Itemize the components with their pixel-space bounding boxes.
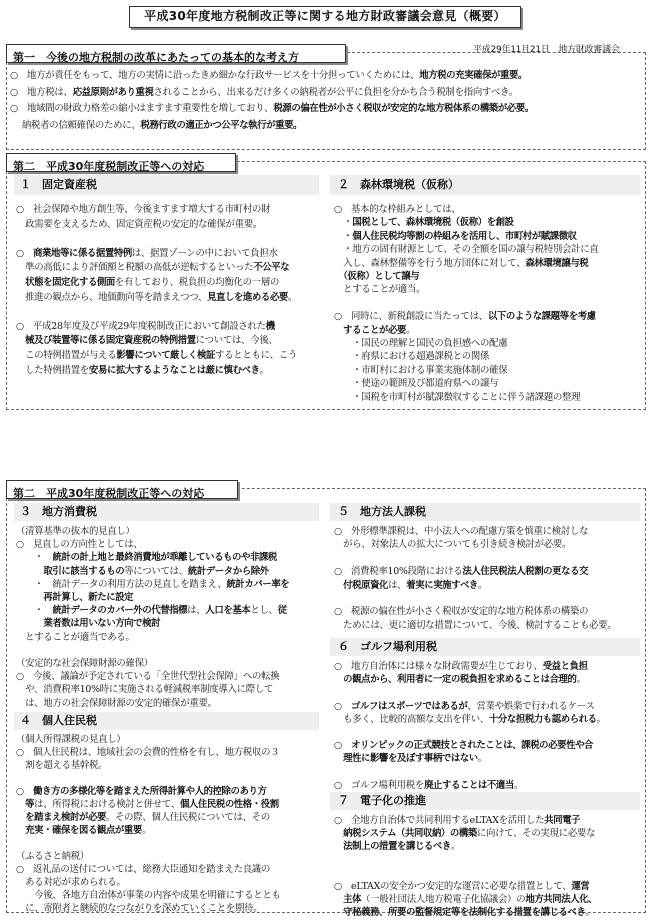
body-text: ○ 地域間の財政力格差の縮小はますます重要性を増しており、 — [10, 103, 274, 114]
body-text: も多く、比較的高額な支出を伴い、 — [334, 713, 489, 725]
body-text: に、寄附者と継続的なつながりを深めていくことを期待。 — [16, 903, 263, 914]
body-text — [16, 277, 25, 288]
body-text: この特例措置が与える — [16, 350, 117, 361]
emphasis-text: 納税システム（共同収納）の構築 — [343, 828, 477, 840]
body-text: は、地方の社会保障財源の安定的確保が重要。 — [16, 697, 217, 709]
text-line — [334, 230, 577, 243]
emphasis-text: 影響について厳しく検証 — [116, 350, 215, 361]
text-line — [16, 218, 262, 231]
body-text: ・ — [16, 605, 53, 617]
emphasis-text: 等 — [25, 799, 35, 810]
emphasis-text: 受益と負担 — [542, 661, 588, 672]
body-text — [16, 825, 25, 836]
emphasis-text: 統計の計上地と最終消費地が乖離しているものや非課税 — [52, 552, 277, 564]
text-line — [10, 119, 302, 132]
text-line — [334, 739, 593, 752]
body-text: は、 — [388, 579, 407, 591]
body-text — [334, 828, 343, 839]
text-line — [334, 364, 507, 377]
text-line — [16, 683, 273, 696]
text-line — [16, 364, 269, 377]
emphasis-text: ゴルフはスポーツではあるが — [351, 700, 468, 712]
emphasis-text: 以下のような課題等を考慮 — [487, 311, 596, 323]
emphasis-text: 税源の偏在性が小さく税収が安定的な地方税体系の構築が必要。 — [273, 103, 534, 114]
text-line — [334, 337, 507, 350]
text-line — [16, 798, 279, 811]
corporate-heading: ５ 地方法人課税 — [338, 505, 426, 518]
body-text: は、所得税における検討と併せて、 — [34, 799, 180, 810]
emphasis-text: 再計算し、新たに設定 — [43, 592, 134, 603]
body-text: 納税者の信頼確保のために、 — [10, 119, 141, 131]
text-line — [16, 203, 270, 216]
section3-heading: 第二 平成30年度税制改正等への対応 — [13, 487, 205, 500]
emphasis-text: 守秘義務、所要の監督規定等を法制化する措置を講じるべき — [343, 907, 586, 919]
text-line — [334, 660, 588, 673]
text-line — [334, 713, 606, 726]
emphasis-text: 安易に拡大するようなことは厳に慎むべき — [89, 364, 260, 376]
text-line — [10, 69, 527, 82]
text-line — [16, 334, 278, 347]
text-line — [334, 257, 588, 270]
body-text: ○ 地方が責任をもって、地方の実情に沿ったきめ細かな行政サービスを十分担っていくためには、 — [10, 70, 420, 81]
body-text: ○ — [16, 786, 34, 797]
body-text: とすることが適当である。 — [16, 631, 135, 643]
emphasis-text: 国税として、森林環境税（仮称）を創設 — [352, 217, 514, 229]
text-line — [334, 814, 580, 827]
emphasis-text: 業者数は用いない方向で検討 — [43, 618, 161, 630]
body-text: がら、対象法人の拡大についても引き続き検討が必要。 — [334, 539, 572, 551]
body-text: ○ — [334, 700, 352, 712]
emphasis-text: 商業地等に係る据置特例 — [33, 247, 132, 259]
text-line — [334, 270, 419, 283]
body-text: 。 — [585, 907, 595, 919]
body-text: ・地方の固有財源として、その全額を国の譲与税特別会計に直 — [334, 244, 599, 256]
text-line — [16, 604, 287, 617]
text-line — [16, 785, 266, 798]
body-text: ・ 統計データの利用方法の見直しを踏まえ、 — [16, 578, 227, 590]
text-line — [16, 759, 107, 772]
body-text: ・ — [334, 217, 353, 229]
emphasis-text: 個人住民税均等割の枠組みを活用し、市町村が賦課徴収 — [352, 230, 577, 242]
emphasis-text: 見直しを進める必要 — [207, 291, 288, 303]
section2-heading-box — [6, 153, 236, 172]
body-text: ○ 返礼品の送付については、総務大臣通知を踏まえた良識の — [16, 864, 271, 875]
emphasis-text: 械及び装置等に係る固定資産税の特例措置 — [25, 335, 196, 347]
text-line — [16, 902, 262, 915]
body-text — [334, 271, 343, 282]
page-title: 平成30年度地方税制改正等に関する地方財政審議会意見（概要） — [144, 9, 506, 23]
body-text: については、今後、 — [195, 335, 278, 347]
text-line — [16, 617, 160, 630]
body-text: ○ 今後、議論が予定されている「全世代型社会保障」への転換 — [16, 671, 280, 683]
text-line — [334, 216, 514, 229]
section2-heading: 第二 平成30年度税制改正等への対応 — [13, 160, 205, 173]
body-text: は、 — [187, 605, 206, 617]
text-line — [334, 391, 580, 404]
body-text: ためには、更に適切な措置について、今後、検討することも必要。 — [334, 619, 617, 631]
text-line — [334, 880, 589, 893]
body-text: 。 — [596, 713, 606, 725]
emphasis-text: 付税原資化 — [343, 579, 389, 591]
body-text — [334, 841, 343, 852]
text-line — [334, 579, 487, 592]
text-line — [16, 876, 126, 889]
text-line — [16, 247, 278, 260]
body-text: ○ 外形標準課税は、中小法人への配慮方策を慎重に検討しな — [334, 526, 589, 537]
body-text: 。 — [287, 291, 297, 303]
emphasis-text: の観点から、利用者に一定の税負担を求めることは合理的 — [343, 674, 577, 686]
text-line — [16, 631, 135, 644]
emphasis-text: 機 — [265, 320, 275, 332]
body-text: ・市町村における事業実施体制の確保 — [334, 364, 508, 376]
section1-heading: 第一 今後の地方税制の改革にあたっての基本的な考え方 — [13, 51, 299, 64]
body-text: や、消費税率10%時に実施される軽減税率制度導入に際して — [16, 684, 274, 696]
text-line — [334, 700, 595, 713]
body-text: ○ — [334, 740, 352, 752]
body-text: するとともに、こう — [214, 350, 298, 361]
body-text: ○ ゴルフ場利用税を — [334, 779, 425, 791]
text-line — [334, 203, 461, 216]
body-text: 。 — [450, 841, 460, 853]
body-text: 準の高低により評価額と税額の高低が逆転するといった — [16, 262, 254, 274]
body-text: ・ — [16, 552, 53, 564]
emphasis-text: 個人住民税の性格・役割 — [179, 799, 279, 810]
text-line — [16, 746, 279, 759]
text-line — [16, 850, 89, 863]
emphasis-text: 地方共同法人化、 — [525, 894, 598, 906]
text-line — [16, 670, 279, 683]
body-text — [334, 674, 343, 685]
emphasis-text: 運営 — [571, 881, 590, 892]
emphasis-text: 主体 — [343, 894, 362, 906]
body-text: （清算基準の抜本的見直し） — [16, 526, 135, 537]
body-text: ○ 平成28年度及び平成29年度税制改正において創設された — [16, 320, 266, 332]
body-text: 。 — [576, 674, 586, 686]
body-text — [334, 325, 343, 336]
body-text: ・使途の範囲及び都道府県への譲与 — [334, 378, 499, 390]
resident-heading: ４ 個人住民税 — [20, 714, 97, 727]
body-text — [16, 566, 43, 577]
body-text: 。 — [513, 779, 523, 791]
body-text — [16, 592, 43, 603]
text-line — [334, 565, 588, 578]
text-line — [334, 350, 489, 363]
text-line — [16, 889, 281, 902]
text-line — [334, 827, 595, 840]
text-line — [334, 906, 595, 919]
body-text: 。 — [259, 364, 269, 376]
emphasis-text: 法制上の措置を講じるべき — [343, 841, 451, 853]
text-line — [16, 733, 126, 746]
body-text: （一般社団法人地方税電子化協議会）の — [361, 894, 526, 906]
body-text: ・国税を市町村が賦課徴収することに伴う諸課題の整理 — [334, 391, 581, 403]
body-text: 等については、 — [124, 565, 188, 577]
section1-frame — [6, 52, 646, 150]
body-text: ○ 地方自治体には様々な財政需要が生じており、 — [334, 661, 543, 672]
emphasis-text: 法人住民税法人税割の更なる交 — [462, 566, 589, 578]
body-text — [334, 907, 343, 918]
body-text: （安定的な社会保障財源の確保） — [16, 658, 153, 669]
consumption-heading: ３ 地方消費税 — [20, 505, 97, 518]
body-text — [334, 894, 343, 905]
body-text — [16, 799, 25, 810]
text-line — [334, 283, 425, 296]
body-text: ○ 同時に、新税創設に当たっては、 — [334, 311, 488, 323]
emphasis-text: 従 — [277, 605, 287, 617]
body-text: 。その際、個人住民税については、その — [105, 812, 270, 823]
text-line — [334, 840, 460, 853]
emphasis-text: 地方税の充実確保が重要。 — [419, 70, 527, 81]
text-line — [16, 657, 153, 670]
emphasis-text: を踏まえ検討が必要 — [25, 812, 106, 823]
golf-heading: ６ ゴルフ場利用税 — [338, 640, 437, 653]
body-text: ○ 基本的な枠組みとしては、 — [334, 204, 461, 215]
body-text: は、据置ゾーンの中において負担水 — [131, 247, 278, 259]
text-line — [334, 538, 571, 551]
digital-heading: ７ 電子化の推進 — [338, 794, 426, 807]
body-text: ・国民の理解と国民の負担感への配慮 — [334, 338, 508, 349]
body-text: 。 — [477, 579, 488, 591]
date-line: 平成29年11月21日 地方財政審議会 — [473, 45, 620, 55]
text-line — [334, 752, 487, 765]
body-text: とすることが適当。 — [334, 284, 426, 296]
body-text — [16, 335, 25, 346]
body-text: 入し、森林整備等を行う地方団体に対して、 — [334, 257, 526, 269]
body-text: ○ — [16, 247, 34, 259]
body-text: 割を超える基幹税。 — [16, 760, 108, 771]
text-line — [334, 619, 617, 632]
body-text: に向けて、その実現に必要な — [476, 828, 596, 840]
text-line — [334, 310, 596, 323]
text-line — [16, 291, 297, 304]
fixed-asset-heading: １ 固定資産税 — [20, 178, 97, 191]
text-line — [16, 349, 297, 362]
emphasis-text: 状態を固定化する側面 — [25, 277, 115, 288]
body-text: 、営業や娯楽で行われるケース — [467, 700, 595, 712]
body-text — [334, 580, 343, 591]
body-text: 。 — [477, 753, 487, 765]
emphasis-text: 十分な担税力も認められる — [488, 713, 597, 725]
text-line — [16, 565, 269, 578]
body-text: 今後、各地方自治体が事業の内容や成果を明確にするととも — [16, 890, 281, 901]
body-text: （ふるさと納税） — [16, 851, 90, 862]
body-text — [16, 618, 43, 629]
body-text: ・ — [334, 230, 353, 242]
emphasis-text: 取引に該当するもの — [43, 565, 125, 577]
emphasis-text: 応益原則があり重視 — [72, 86, 154, 98]
section3-heading-box — [6, 480, 238, 499]
text-line — [334, 779, 523, 792]
emphasis-text: 統計データから除外 — [187, 565, 269, 577]
body-text: した特例措置を — [16, 364, 90, 376]
body-text — [16, 812, 25, 823]
text-line — [10, 86, 518, 99]
body-text: ある対応が求められる。 — [16, 877, 126, 888]
body-text: ・府県における超過課税との関係 — [334, 351, 490, 363]
body-text: ○ eLTAXの安全かつ安定的な運営に必要な措置として、 — [334, 881, 572, 892]
body-text: ○ 見直しの方向性としては、 — [16, 539, 143, 551]
body-text: 。 — [141, 825, 151, 836]
text-line — [16, 591, 133, 604]
forest-tax-heading: ２ 森林環境税（仮称） — [338, 178, 459, 191]
body-text: 。 — [405, 324, 416, 336]
body-text: ○ 個人住民税は、地域社会の会費的性格を有し、地方税収の３ — [16, 747, 280, 758]
emphasis-text: 廃止することは不適当 — [424, 779, 514, 791]
text-line — [16, 538, 143, 551]
text-line — [334, 243, 598, 256]
text-line — [334, 324, 415, 337]
text-line — [16, 863, 270, 876]
body-text: を有しており、税負担の均衡化の一層の — [114, 277, 280, 288]
emphasis-text: 統計データのカバー外の代替指標 — [52, 605, 188, 617]
text-line — [16, 551, 277, 564]
text-line — [16, 525, 135, 538]
emphasis-text: 税務行政の適正かつ公平な執行が重要。 — [140, 119, 303, 131]
text-line — [16, 697, 217, 710]
emphasis-text: オリンピックの正式競技とされたことは、課税の必要性や合 — [351, 740, 594, 752]
body-text: 政需要を支えるため、固定資産税の安定的な確保が重要。 — [16, 218, 263, 230]
body-text: とし、 — [250, 605, 278, 617]
text-line — [334, 525, 588, 538]
text-line — [16, 276, 279, 289]
text-line — [16, 811, 270, 824]
text-line — [16, 824, 151, 837]
emphasis-text: 理性に影響を及ぼす事柄ではない — [343, 753, 478, 765]
emphasis-text: （仮称）として譲与 — [343, 271, 420, 282]
emphasis-text: 森林環境譲与税 — [525, 257, 589, 269]
body-text: ○ 消費税率10%段階における — [334, 566, 463, 578]
page-title-box — [129, 6, 521, 28]
text-line — [334, 673, 586, 686]
emphasis-text: 人口を基本 — [205, 605, 251, 617]
body-text: （個人所得課税の見直し） — [16, 734, 126, 745]
body-text: ○ 税源の偏在性が小さく税収が安定的な地方税体系の構築の — [334, 606, 589, 618]
text-line — [334, 893, 597, 906]
text-line — [16, 578, 289, 591]
text-line — [10, 102, 534, 115]
text-line — [334, 605, 588, 618]
body-text: されることから、出来るだけ多くの納税者が公平に負担を分かち合う税制を指向すべき。 — [153, 86, 518, 98]
body-text: ○ 地方税は、 — [10, 86, 73, 98]
text-line — [16, 261, 289, 274]
emphasis-text: 充実・確保を図る観点が重要 — [25, 825, 142, 836]
emphasis-text: 共同電子 — [544, 815, 581, 826]
emphasis-text: することが必要 — [343, 324, 406, 336]
section1-heading-box — [6, 44, 346, 63]
text-line — [16, 320, 275, 333]
emphasis-text: 統計カバー率を — [226, 578, 290, 590]
emphasis-text: 不公平な — [253, 262, 290, 274]
text-line — [334, 377, 498, 390]
emphasis-text: 着実に実施すべき — [406, 579, 478, 591]
body-text — [334, 753, 343, 764]
emphasis-text: 働き方の多様化等を踏まえた所得計算や人的控除のあり方 — [33, 786, 267, 797]
body-text: ○ 社会保障や地方創生等、今後ますます増大する市町村の財 — [16, 204, 271, 215]
body-text: ○ 全地方自治体で共同利用するeLTAXを活用した — [334, 815, 545, 826]
body-text: 推進の観点から、地価動向等を踏まえつつ、 — [16, 291, 208, 303]
